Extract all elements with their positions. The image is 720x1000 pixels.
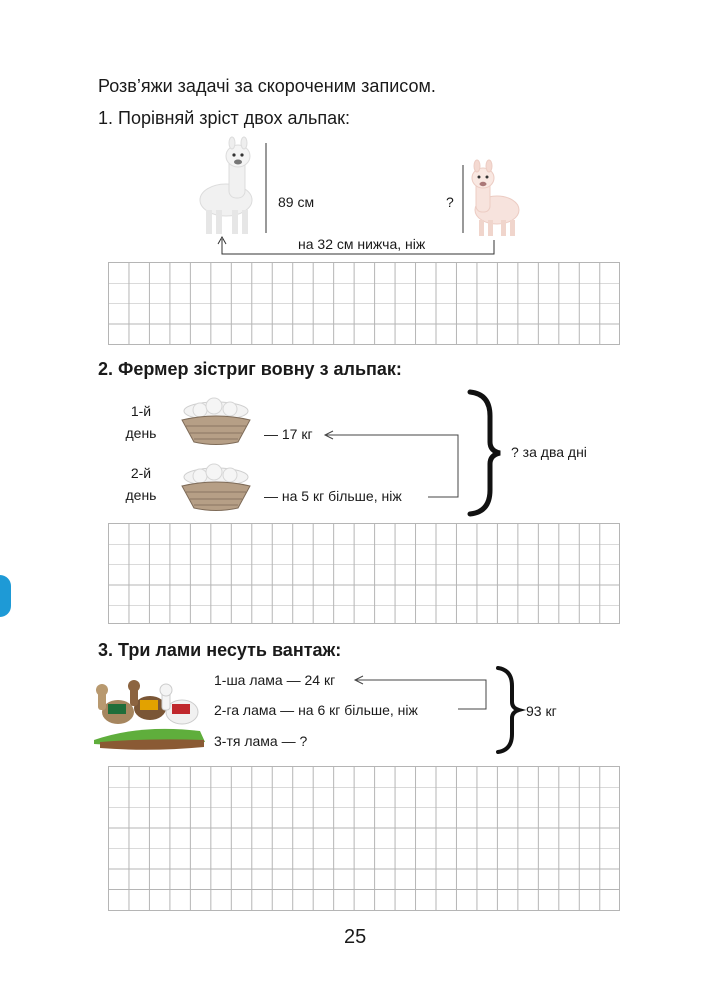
day2-value: — на 5 кг більше, ніж: [264, 488, 402, 504]
llama1-line: 1-ша лама — 24 кг: [214, 672, 336, 688]
llama2-line: 2-га лама — на 6 кг більше, ніж: [214, 702, 418, 718]
llama3-line: 3-тя лама — ?: [214, 733, 308, 749]
page-number: 25: [344, 926, 367, 948]
height1-label: 89 см: [278, 194, 315, 210]
day2-number: 2-й: [130, 465, 152, 481]
day1-word: день: [125, 425, 157, 441]
day2-word: день: [125, 487, 157, 503]
task2-title: 2. Фермер зістриг вовну з альпак:: [98, 359, 402, 379]
task1-title: 1. Порівняй зріст двох альпак:: [98, 108, 350, 128]
day1-value: — 17 кг: [264, 426, 313, 442]
task3-total: 93 кг: [526, 703, 557, 719]
day1-number: 1-й: [130, 403, 152, 419]
task3-brace: [498, 668, 519, 752]
three-llamas-image: [94, 680, 205, 750]
task3-title: 3. Три лами несуть вантаж:: [98, 640, 342, 660]
answer-grid-3[interactable]: [108, 766, 620, 911]
instruction-heading: Розв’яжи задачі за скороченим записом.: [98, 76, 436, 96]
task2-question: ? за два дні: [511, 444, 587, 460]
relation-label: на 32 см нижча, ніж: [298, 236, 426, 252]
height2-label: ?: [446, 194, 454, 210]
